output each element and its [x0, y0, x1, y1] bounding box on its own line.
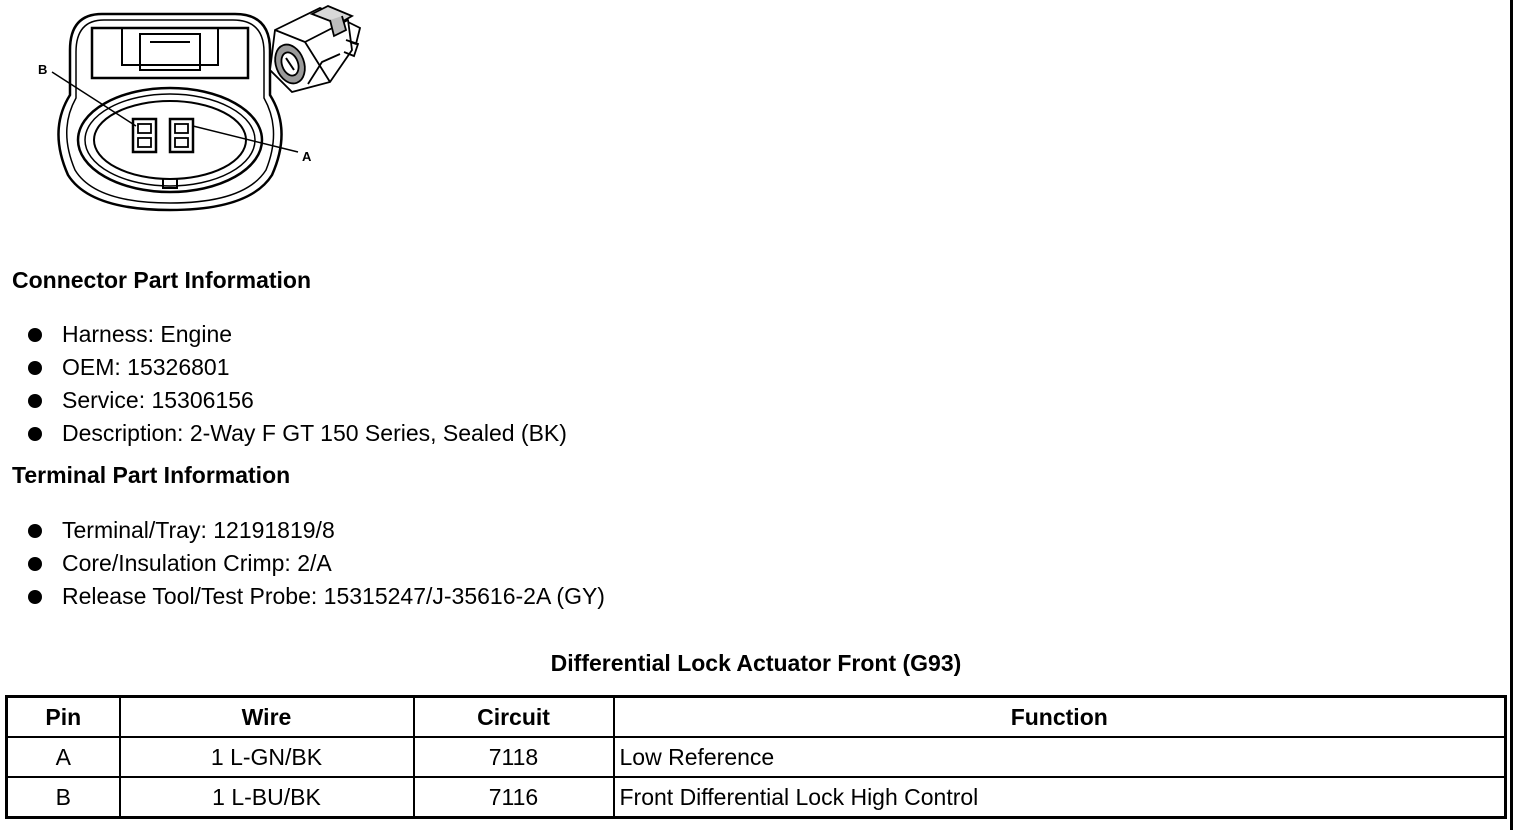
list-item-text: Terminal/Tray: 12191819/8 [62, 517, 335, 543]
connector-3d-view [270, 6, 360, 92]
list-item-text: Core/Insulation Crimp: 2/A [62, 550, 332, 576]
list-item-text: Service: 15306156 [62, 387, 254, 413]
connector-diagram [30, 0, 380, 220]
bullet-icon [28, 557, 42, 571]
bullet-icon [28, 590, 42, 604]
list-item [28, 384, 567, 417]
connector-part-info-list [28, 318, 567, 450]
callout-b-label: B [38, 62, 48, 77]
pinout-table-title: Differential Lock Actuator Front (G93) [550, 650, 962, 676]
terminal-part-info-heading: Terminal Part Information [12, 462, 291, 488]
cell-pin: A [7, 737, 120, 777]
callout-b-leader [52, 72, 136, 126]
cell-circuit: 7116 [414, 777, 614, 818]
bullet-icon [28, 524, 42, 538]
header-function: Function [614, 697, 1506, 738]
cell-wire: 1 L-BU/BK [120, 777, 414, 818]
list-item [28, 580, 605, 613]
header-pin: Pin [7, 697, 120, 738]
header-wire: Wire [120, 697, 414, 738]
list-item [28, 318, 567, 351]
connector-part-info-heading: Connector Part Information [12, 267, 312, 293]
list-item-text: OEM: 15326801 [62, 354, 230, 380]
bullet-icon [28, 394, 42, 408]
cell-function: Front Differential Lock High Control [614, 777, 1506, 818]
list-item-text: Harness: Engine [62, 321, 233, 347]
list-item [28, 514, 605, 547]
connector-inner-body [67, 20, 274, 203]
cell-function: Low Reference [614, 737, 1506, 777]
table-row [7, 777, 1506, 818]
cavity-b [133, 119, 156, 152]
list-item-text: Description: 2-Way F GT 150 Series, Sealed (BK) [62, 420, 567, 446]
list-item [28, 547, 605, 580]
list-item [28, 417, 567, 450]
page-right-border [1510, 0, 1513, 830]
callout-a-label: A [302, 149, 312, 164]
bullet-icon [28, 361, 42, 375]
header-circuit: Circuit [414, 697, 614, 738]
cell-wire: 1 L-GN/BK [120, 737, 414, 777]
list-item-text: Release Tool/Test Probe: 15315247/J-35616-2A (GY) [62, 583, 605, 609]
pinout-table [5, 695, 1507, 819]
list-item [28, 351, 567, 384]
table-header-row [7, 697, 1506, 738]
terminal-part-info-list [28, 514, 605, 613]
table-row [7, 737, 1506, 777]
bullet-icon [28, 427, 42, 441]
bullet-icon [28, 328, 42, 342]
cavity-a [170, 119, 193, 152]
cell-circuit: 7118 [414, 737, 614, 777]
cell-pin: B [7, 777, 120, 818]
